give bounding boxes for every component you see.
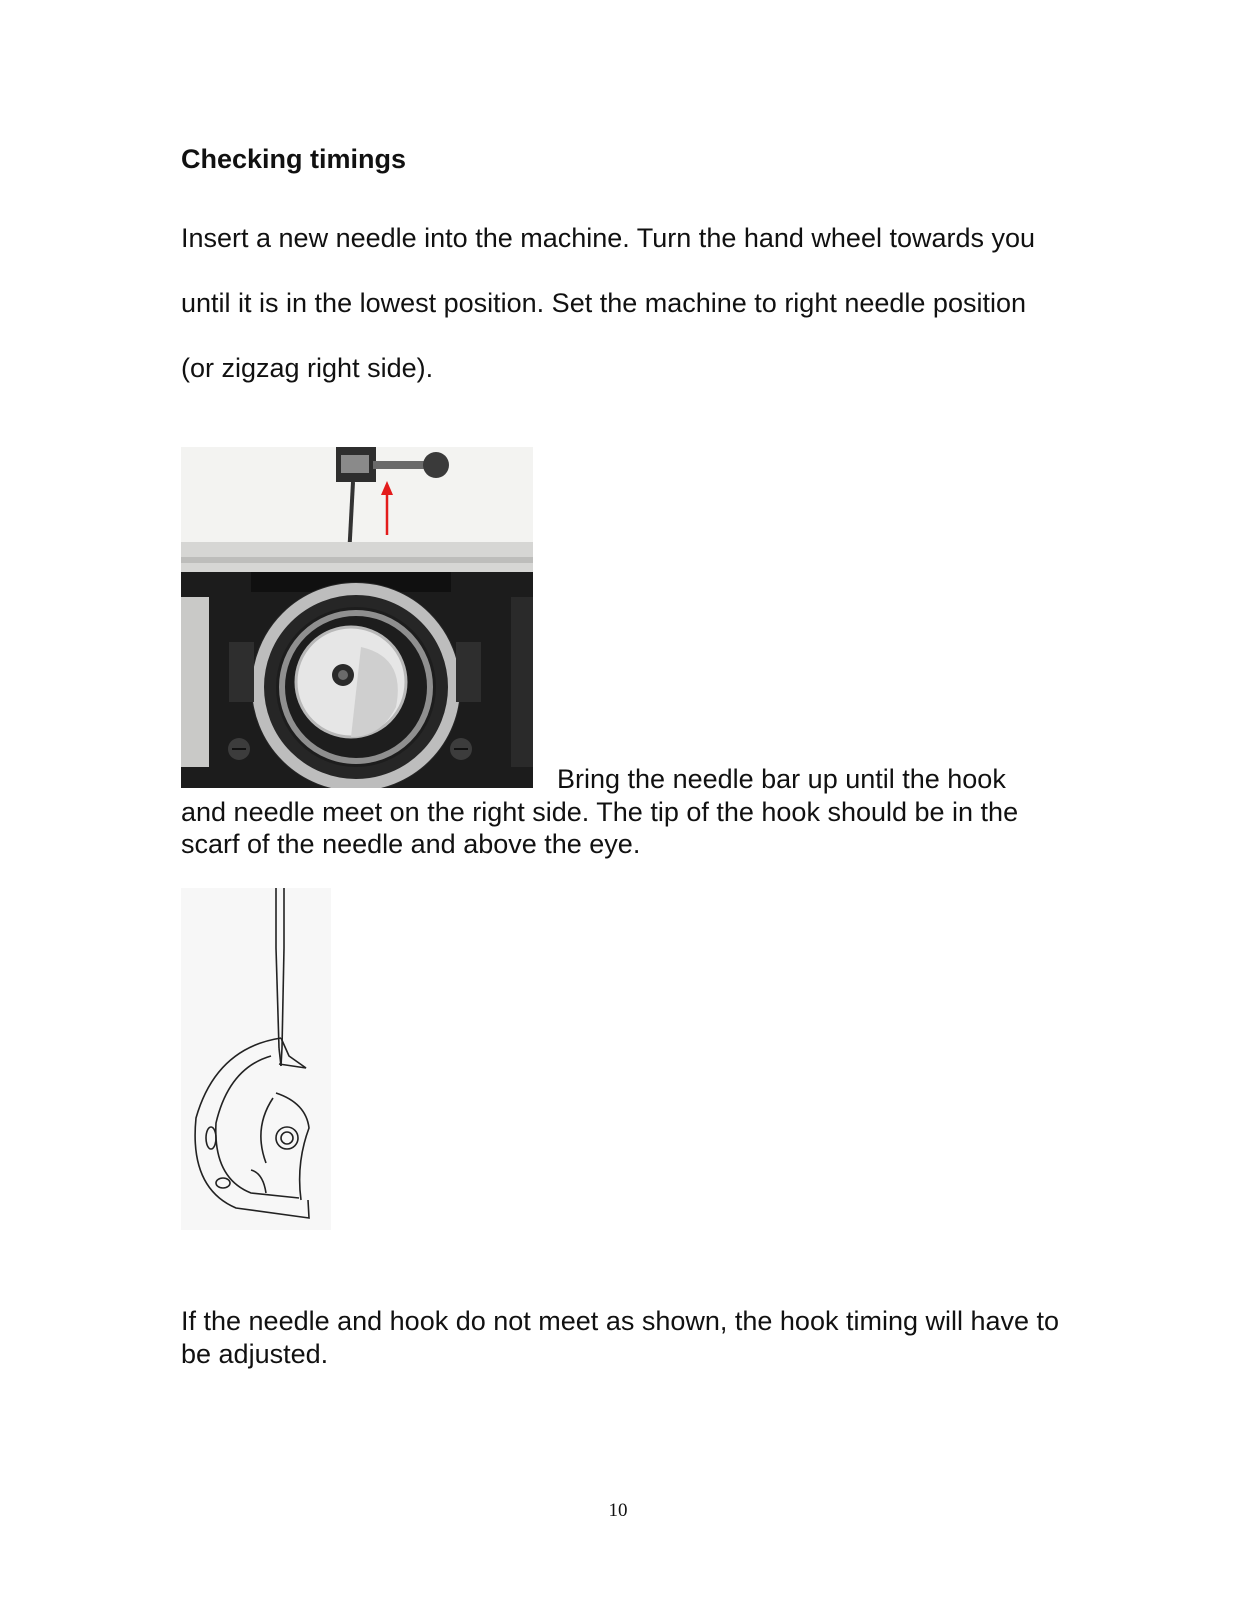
- instruction-paragraph-1: Insert a new needle into the machine. Turn the hand wheel towards you until it is in the lowest position. Set the machine to right needle position (or zigzag right side).: [181, 223, 1036, 383]
- needle-hook-diagram: [181, 888, 331, 1230]
- hook-photo: [181, 447, 533, 788]
- instruction-paragraph-2: [181, 763, 1061, 861]
- page-number: 10: [608, 1500, 628, 1521]
- instruction-paragraph-3: If the needle and hook do not meet as shown, the hook timing will have to be adjusted.: [181, 1306, 1060, 1369]
- instruction-paragraph-2-rest: and needle meet on the right side. The tip of the hook should be in the scarf of the needle and above the eye.: [181, 796, 1019, 859]
- section-heading: Checking timings: [181, 144, 407, 174]
- instruction-paragraph-2-lead: Bring the needle bar up until the hook: [557, 764, 1006, 794]
